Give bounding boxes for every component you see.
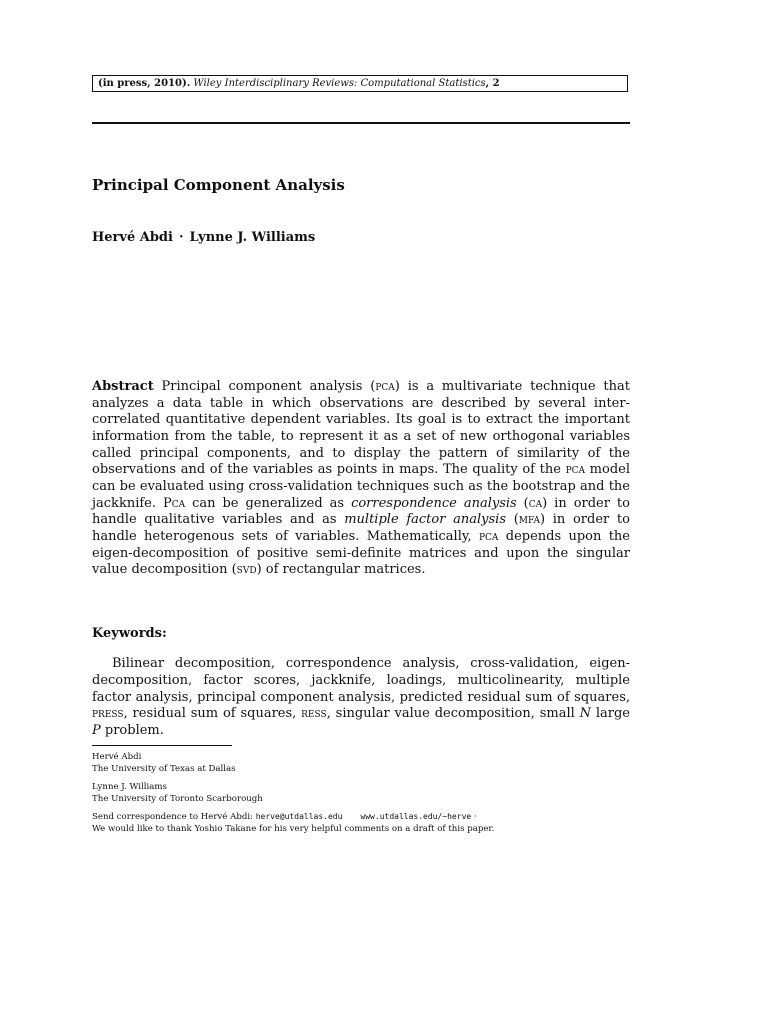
- email-link[interactable]: herve@utdallas.edu: [255, 811, 343, 821]
- acronym-mfa: mfa: [518, 512, 540, 528]
- author-name: Lynne J. Williams: [189, 230, 316, 245]
- symbol-n: N: [579, 706, 591, 722]
- keywords-text: Bilinear decomposition, correspondence analysis, cross-validation, eigen-decomposition, factor scores, jackknife, loadings, multicolinearity, multiple factor analysis, principal component analysis, predicted residual sum of squares,: [92, 656, 630, 705]
- running-header: [92, 75, 628, 92]
- abstract-text: Principal component analysis (: [153, 379, 376, 394]
- correspondence-text: ·: [471, 811, 477, 822]
- abstract-text: ) of rectangular matrices.: [256, 562, 426, 578]
- keywords-text: problem.: [100, 723, 164, 739]
- header-rule: [92, 122, 630, 124]
- header-status: (in press, 2010).: [98, 78, 191, 89]
- abstract: [92, 379, 630, 579]
- acronym-ress: ress: [301, 706, 327, 722]
- correspondence-text: Send correspondence to Hervé Abdi:: [92, 811, 256, 822]
- website-link[interactable]: www.utdallas.edu/∼herve: [360, 811, 472, 821]
- abstract-text: ) in order to handle qualitative variables and as: [92, 495, 630, 528]
- author-separator: ·: [178, 230, 184, 245]
- keywords-list: [92, 656, 630, 740]
- keywords-text: , residual sum of squares,: [123, 706, 302, 722]
- term-multiple-factor-analysis: multiple factor analysis: [344, 512, 507, 528]
- abstract-text: ) in order to handle heterogenous sets of variables. Mathematically,: [92, 512, 630, 544]
- acronym-ca: ca: [528, 495, 543, 511]
- abstract-text: (: [516, 495, 529, 511]
- acronym-pca: pca: [478, 528, 499, 544]
- keywords-text: , singular value decomposition, small: [326, 706, 580, 722]
- footnote-affiliation: The University of Texas at Dallas: [92, 764, 236, 775]
- acronym-pca: Pca: [162, 495, 186, 511]
- footnote-author-name: Hervé Abdi: [92, 752, 142, 762]
- footnote-rule: [92, 745, 232, 746]
- abstract-text: ) is a multivariate technique that analyzes a data table in which observations are described by several inter-correlated quantitative dependent variables. Its goal is to extract the important information from the table, to represent it as a set of new orthogonal variables called principal components, and to display the pattern of similarity of the observations and of the variables as points in maps. The quality of the: [92, 379, 630, 478]
- abstract-label: Abstract: [92, 379, 154, 394]
- header-volume: , 2: [485, 78, 500, 89]
- acronym-pca: pca: [375, 379, 395, 394]
- correspondence-line: [92, 811, 630, 823]
- acknowledgment: We would like to thank Yoshio Takane for his very helpful comments on a draft of this paper.: [92, 824, 495, 835]
- abstract-text: can be generalized as: [185, 495, 352, 511]
- term-correspondence-analysis: correspondence analysis: [351, 495, 517, 511]
- acronym-press: press: [92, 706, 124, 722]
- keywords-text: large: [591, 706, 630, 722]
- header-journal: Wiley Interdisciplinary Reviews: Computational Statistics: [193, 78, 486, 89]
- abstract-text: (: [506, 512, 519, 528]
- acronym-pca: pca: [565, 462, 586, 478]
- footnotes: [92, 751, 630, 835]
- acronym-svd: svd: [236, 562, 257, 578]
- abstract-text: model can be evaluated using cross-validation techniques such as the bootstrap and the jackknife.: [92, 462, 630, 511]
- abstract-text: depends upon the eigen-decomposition of positive semi-definite matrices and upon the singular value decomposition (: [92, 528, 631, 578]
- author-affiliation: [92, 781, 630, 806]
- footnote-affiliation: The University of Toronto Scarborough: [92, 794, 263, 805]
- author-line: [92, 230, 315, 245]
- author-name: Hervé Abdi: [92, 230, 173, 245]
- paper-title: Principal Component Analysis: [92, 176, 345, 194]
- keywords-heading: Keywords:: [92, 626, 167, 641]
- author-affiliation: [92, 751, 630, 776]
- footnote-author-name: Lynne J. Williams: [92, 781, 167, 792]
- symbol-p: P: [92, 723, 101, 739]
